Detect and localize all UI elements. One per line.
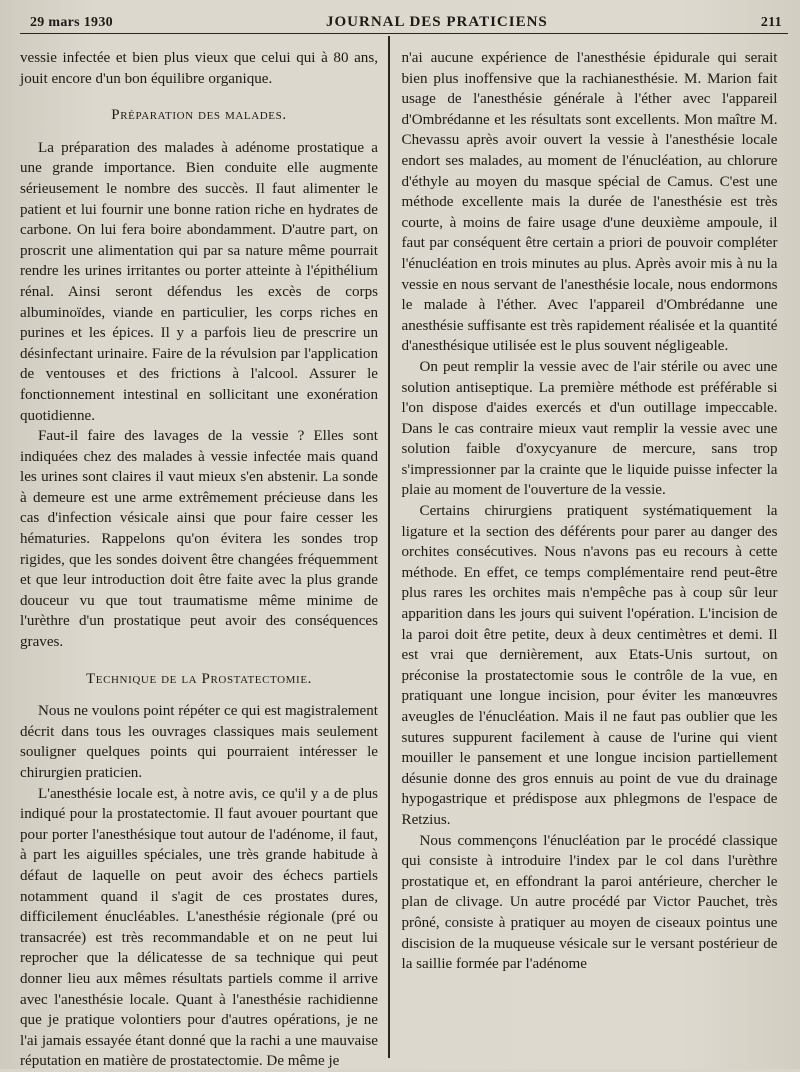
paragraph: Nous ne voulons point répéter ce qui est magistralement décrit dans tous les ouvrages classiques mais seulement souligner quelques points qui pourraient intéresser le chirurgien praticien. (20, 703, 378, 781)
paragraph: Certains chirurgiens pratiquent systématiquement la ligature et la section des déférents pour parer au danger des orchites consécutives. Nous n'avons pas eu recours à cette méthode. En effet, ce temps complémentaire rend peut-être plus rares les orchites mais n'empêche pas à coup sûr leur apparition dans les jours qui suivent l'opération. L'incision de la paroi doit être petite, deux à deux centimètres et demi. Il est vrai que dernièrement, aux Etats-Unis surtout, on préconise la prostatectomie sous le contrôle de la vue, en pratiquant une longue incision, pour éviter les manœuvres aveugles de l'énucléation. Mais il ne faut pas oublier que les sutures suppurent facilement à cause de l'urine qui vient mouiller le pansement et une longue incision partiellement désunie donne des gros ennuis au point de vue du drainage hypogastrique et prédispose aux phlegmons de l'espace de Retzius. (401, 503, 778, 828)
paragraph: Faut-il faire des lavages de la vessie ? Elles sont indiquées chez des malades à vessie infectée mais quand les urines sont claires il vaut mieux s'en abstenir. La sonde à demeure est une arme extrêmement précieuse dans les cas d'infection vésicale ainsi que pour faire cesser les hématuries. Rappelons qu'on évitera les sondes trop rigides, que les sondes doivent être changées fréquemment et que leur introduction doit être faite avec la plus grande douceur vu que tout traumatisme même minime de l'urèthre d'un prostatique peut avoir des conséquences graves. (20, 428, 378, 651)
paragraph: L'anesthésie locale est, à notre avis, ce qu'il y a de plus indiqué pour la prostatectomie. Il faut avouer pourtant que pour porter l'anesthésique tout autour de l'adénome, il faut, à part les aiguilles spéciales, une très grande habitude à défaut de laquelle on peut avoir des échecs partiels notamment quand il s'agit de ces prostates dures, difficilement énucléables. L'anesthésie régionale (pré ou transacrée) est très recommandable et on ne peut lui reprocher que la délicatesse de sa technique qui peut donner lieu aux mêmes résultats partiels comme il arrive avec l'anesthésie locale. Quant à l'anesthésie rachidienne que je pratique volontiers pour d'autres opérations, je ne l'ai jamais essayée étant donné que la rachi a une mauvaise réputation en matière de prostatectomie. De même je (20, 785, 378, 1070)
paragraph: La préparation des malades à adénome prostatique a une grande importance. Bien conduite elle augmente sérieusement le nombre des succès. Il faut alimenter le patient et lui fournir une bonne ration riche en hydrates de carbone. On lui fera boire abondamment. D'autre part, on proscrit une alimentation qui par sa nature même pourrait rendre les urines irritantes ou porter atteinte à l'épithélium rénal. Ainsi seront défendus les excès de corps albuminoïdes, viande en particulier, les corps riches en purines et les épices. Il y a parfois lieu de prescrire un désinfectant urinaire. Faire de la révulsion par l'application de ventouses et des frictions à l'alcool. Assurer le fonctionnement intestinal en sollicitant une exonération quotidienne. (20, 139, 378, 424)
running-head (20, 14, 788, 34)
paragraph: n'ai aucune expérience de l'anesthésie épidurale qui serait bien plus inoffensive que la rachianesthésie. M. Marion fait usage de l'anesthésie générale à l'éther avec l'appareil d'Ombrédanne et les résultats sont excellents. Mon maître M. Chevassu après avoir ouvert la vessie à l'anesthésie locale endort ses malades, au moment de l'énucléation, au chlorure d'éthyle au moyen du masque spécial de Camus. C'est une méthode excellente mais la durée de l'anesthésie est très courte, à moins de faire usage d'une deuxième ampoule, il faut par conséquent être certain a priori de pouvoir compléter l'énucléation en trois minutes au plus. Après avoir mis à nu la vessie en nous servant de l'anesthésie locale, nous endormons le malade à l'éther. Avec l'appareil d'Ombrédanne une anesthésie suffisante est très rapidement réalisée et la quantité d'anesthésique utilisée est le plus souvent négligeable. (401, 50, 778, 355)
section-heading: Préparation des malades. (111, 107, 287, 124)
paragraph: Nous commençons l'énucléation par le procédé classique qui consiste à introduire l'index par le col dans l'urèthre prostatique et, en effondrant la paroi antérieure, chercher le plan de clivage. Un autre procédé par Victor Pauchet, très prôné, consiste à pratiquer au moyen de ciseaux pointus une discision de la muqueuse vésicale sur le versant postérieur de la saillie formée par l'adénome (401, 832, 778, 973)
text-columns (20, 48, 788, 1070)
paragraph: vessie infectée et bien plus vieux que celui qui à 80 ans, jouit encore d'un bon équilibre organique. (20, 50, 378, 87)
page-number: 211 (760, 15, 782, 30)
section-heading: Technique de la Prostatectomie. (85, 670, 312, 687)
right-column (390, 48, 778, 1058)
left-column (20, 48, 388, 1070)
paragraph: On peut remplir la vessie avec de l'air stérile ou avec une solution antiseptique. La première méthode est préférable si l'on dispose d'aides exercés et d'un outillage impeccable. Dans le cas contraire mieux vaut remplir la vessie avec une solution faible d'oxycyanure de mercure, sans trop s'impressionner par la crainte que le liquide puisse infecter la plaie au moment de l'ouverture de la vessie. (401, 358, 778, 499)
journal-title: JOURNAL DES PRATICIENS (326, 14, 548, 30)
page-date: 29 mars 1930 (30, 15, 113, 30)
